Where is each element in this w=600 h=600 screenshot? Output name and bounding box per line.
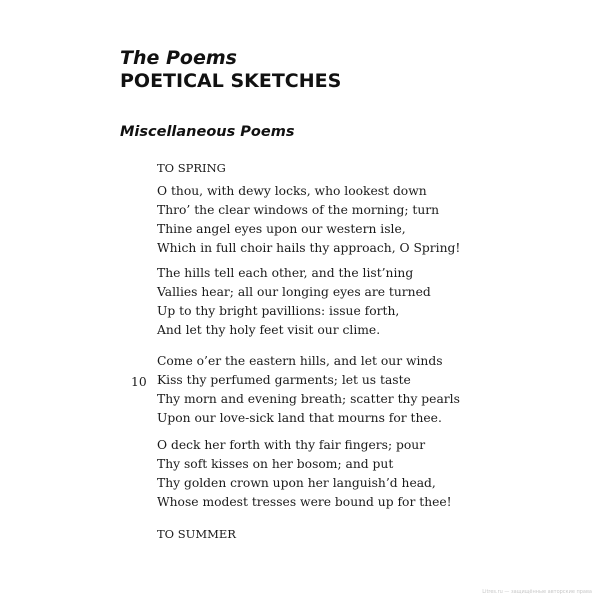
poem-line: Upon our love-sick land that mourns for thee. [157,411,442,425]
poem-line: O deck her forth with thy fair fingers; pour [157,438,426,452]
poem-line: Thine angel eyes upon our western isle, [157,222,406,236]
poem-line: Vallies hear; all our longing eyes are turned [157,285,431,299]
poem-line: Come o’er the eastern hills, and let our winds [157,354,443,368]
poem-line: Thy soft kisses on her bosom; and put [157,457,394,471]
poem-line: Thro’ the clear windows of the morning; turn [157,203,440,217]
stanza-3 [157,352,460,428]
poem-line: And let thy holy feet visit our clime. [157,323,381,337]
book-title: The Poems [120,47,237,69]
stanza-4 [157,436,452,512]
line-number-marker: 10 [131,375,147,389]
watermark: Litres.ru — защищённые авторские права [482,589,592,595]
poem-line: O thou, with dewy locks, who lookest down [157,184,427,198]
poem-title-to-summer: TO SUMMER [157,527,236,541]
poem-line: Whose modest tresses were bound up for thee! [157,495,452,509]
poem-line: The hills tell each other, and the list’ning [157,266,414,280]
poem-line: Thy morn and evening breath; scatter thy pearls [157,392,460,406]
poem-line: Thy golden crown upon her languish’d head, [157,476,436,490]
section-title: POETICAL SKETCHES [120,70,342,92]
stanza-2 [157,264,431,340]
poem-line: Up to thy bright pavillions: issue forth, [157,304,400,318]
subsection-title: Miscellaneous Poems [120,124,295,140]
stanza-1 [157,182,460,258]
poem-line: Kiss thy perfumed garments; let us taste [157,373,411,387]
poem-title-to-spring: TO SPRING [157,161,226,175]
poem-line: Which in full choir hails thy approach, O Spring! [157,241,461,255]
